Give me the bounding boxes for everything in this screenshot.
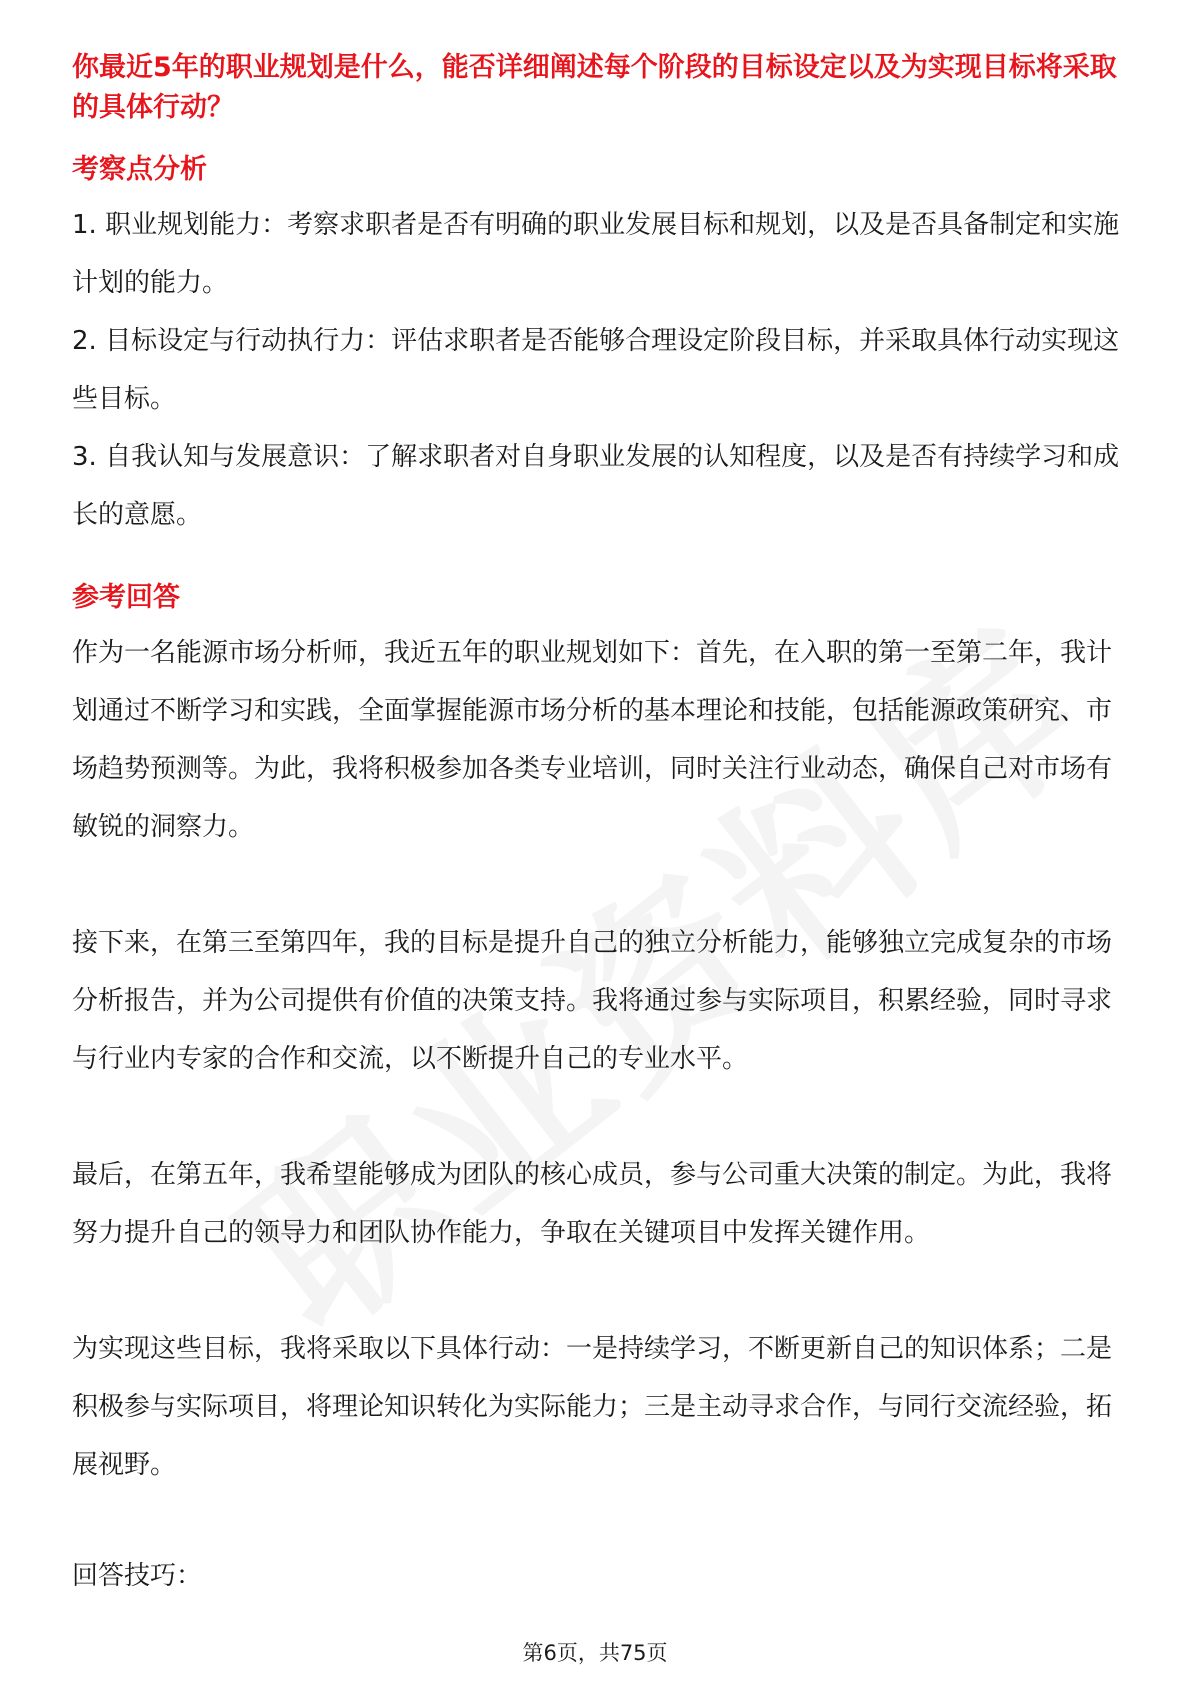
points-heading: 考察点分析 (72, 154, 207, 185)
paragraph-gap (72, 1088, 1122, 1146)
answer-paragraph: 作为一名能源市场分析师，我近五年的职业规划如下：首先，在入职的第一至第二年，我计划通过不断学习和实践，全面掌握能源市场分析的基本理论和技能，包括能源政策研究、市场趋势预测等。为此，我将积极参加各类专业培训，同时关注行业动态，确保自己对市场有敏锐的洞察力。 (72, 638, 1113, 842)
answer-paragraph: 接下来，在第三至第四年，我的目标是提升自己的独立分析能力，能够独立完成复杂的市场分析报告，并为公司提供有价值的决策支持。我将通过参与实际项目，积累经验，同时寻求与行业内专家的合作和交流，以不断提升自己的专业水平。 (72, 928, 1113, 1074)
point-item: 2. 目标设定与行动执行力：评估求职者是否能够合理设定阶段目标，并采取具体行动实现这些目标。 (72, 326, 1120, 414)
answer-paragraph: 最后，在第五年，我希望能够成为团队的核心成员，参与公司重大决策的制定。为此，我将努力提升自己的领导力和团队协作能力，争取在关键项目中发挥关键作用。 (72, 1160, 1113, 1248)
point-item: 1. 职业规划能力：考察求职者是否有明确的职业发展目标和规划，以及是否具备制定和实施计划的能力。 (72, 210, 1120, 298)
paragraph-gap (72, 1262, 1122, 1320)
answer-paragraph: 为实现这些目标，我将采取以下具体行动：一是持续学习，不断更新自己的知识体系；二是积极参与实际项目，将理论知识转化为实际能力；三是主动寻求合作，与同行交流经验，拓展视野。 (72, 1334, 1113, 1480)
point-item: 3. 自我认知与发展意识：了解求职者对自身职业发展的认知程度，以及是否有持续学习和成长的意愿。 (72, 442, 1120, 530)
answer-heading: 参考回答 (72, 582, 180, 613)
tips-label: 回答技巧： (72, 1561, 203, 1591)
page-content (72, 48, 1122, 1622)
paragraph-gap (72, 856, 1122, 914)
page-number-footer: 第6页，共75页 (522, 1641, 668, 1665)
points-list (72, 196, 1122, 544)
question-title: 你最近5年的职业规划是什么，能否详细阐述每个阶段的目标设定以及为实现目标将采取的具体行动？ (72, 52, 1117, 123)
answer-body (72, 624, 1122, 1494)
